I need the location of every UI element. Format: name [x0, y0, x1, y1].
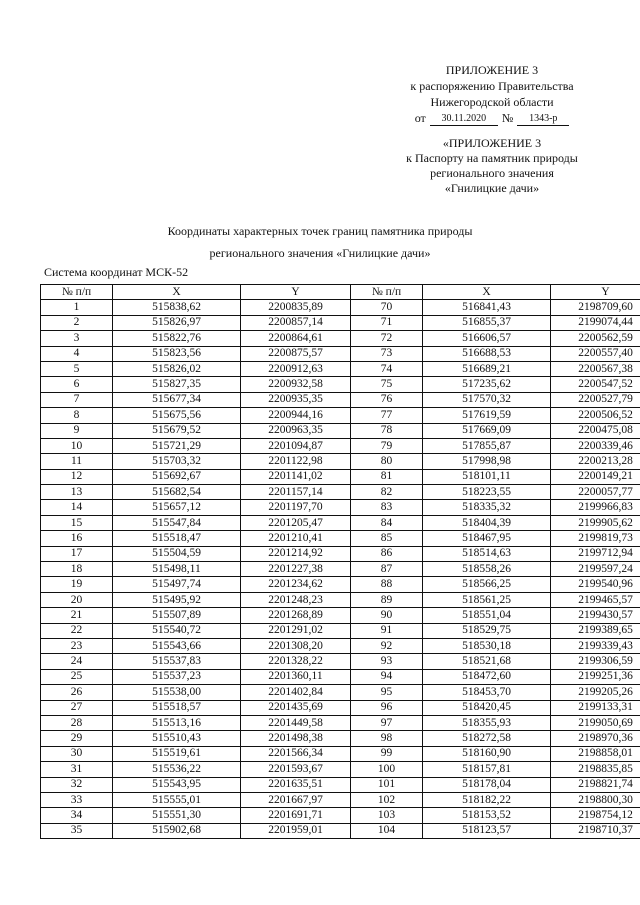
table-cell: 33: [41, 792, 113, 807]
table-cell: 515692,67: [113, 469, 241, 484]
table-row: [41, 315, 640, 330]
table-cell: 515543,95: [113, 777, 241, 792]
table-cell: 517855,87: [423, 438, 551, 453]
table-cell: 2201234,62: [241, 577, 351, 592]
table-cell: 517570,32: [423, 392, 551, 407]
table-cell: 3: [41, 331, 113, 346]
table-cell: 516855,37: [423, 315, 551, 330]
table-cell: 517998,98: [423, 454, 551, 469]
table-cell: 71: [351, 315, 423, 330]
table-cell: 515504,59: [113, 546, 241, 561]
table-row: [41, 300, 640, 315]
table-cell: 25: [41, 669, 113, 684]
table-cell: 79: [351, 438, 423, 453]
table-cell: 2200857,14: [241, 315, 351, 330]
table-cell: 2198835,85: [551, 762, 640, 777]
order-date: 30.11.2020: [430, 113, 498, 126]
table-cell: 518153,52: [423, 808, 551, 823]
table-cell: 2200835,89: [241, 300, 351, 315]
table-cell: 31: [41, 762, 113, 777]
table-cell: 2199133,31: [551, 700, 640, 715]
table-cell: 516689,21: [423, 361, 551, 376]
document-title-line-1: Координаты характерных точек границ памятника природы: [167, 224, 473, 238]
header-cell: X: [423, 285, 551, 300]
table-cell: 518467,95: [423, 531, 551, 546]
table-cell: 2201210,41: [241, 531, 351, 546]
table-cell: 2201360,11: [241, 669, 351, 684]
table-row: [41, 515, 640, 530]
table-cell: 518223,55: [423, 485, 551, 500]
table-cell: 2198754,12: [551, 808, 640, 823]
table-cell: 515540,72: [113, 623, 241, 638]
table-row: [41, 808, 640, 823]
table-cell: 516841,43: [423, 300, 551, 315]
table-cell: 15: [41, 515, 113, 530]
table-cell: 2200547,52: [551, 377, 640, 392]
table-cell: 2199819,73: [551, 531, 640, 546]
table-cell: 518123,57: [423, 823, 551, 838]
table-row: [41, 361, 640, 376]
table-cell: 23: [41, 638, 113, 653]
table-row: [41, 438, 640, 453]
table-cell: 518472,60: [423, 669, 551, 684]
table-row: [41, 715, 640, 730]
table-cell: 92: [351, 638, 423, 653]
table-cell: 95: [351, 685, 423, 700]
table-cell: 2201248,23: [241, 592, 351, 607]
table-cell: 515547,84: [113, 515, 241, 530]
table-cell: 17: [41, 546, 113, 561]
table-cell: 2200875,57: [241, 346, 351, 361]
table-cell: 70: [351, 300, 423, 315]
table-row: [41, 546, 640, 561]
table-cell: 2200567,38: [551, 361, 640, 376]
table-cell: 2198970,36: [551, 731, 640, 746]
table-cell: 35: [41, 823, 113, 838]
table-row: [41, 500, 640, 515]
table-cell: 2200506,52: [551, 408, 640, 423]
table-cell: 2198800,30: [551, 792, 640, 807]
table-cell: 6: [41, 377, 113, 392]
table-cell: 515495,92: [113, 592, 241, 607]
table-cell: 2201667,97: [241, 792, 351, 807]
table-cell: 2: [41, 315, 113, 330]
table-cell: 515826,02: [113, 361, 241, 376]
table-cell: 2199465,57: [551, 592, 640, 607]
table-cell: 516606,57: [423, 331, 551, 346]
table-cell: 2199251,36: [551, 669, 640, 684]
table-cell: 102: [351, 792, 423, 807]
table-cell: 73: [351, 346, 423, 361]
table-cell: 94: [351, 669, 423, 684]
table-cell: 76: [351, 392, 423, 407]
table-cell: 75: [351, 377, 423, 392]
table-cell: 2201691,71: [241, 808, 351, 823]
table-cell: 515679,52: [113, 423, 241, 438]
table-cell: 2201094,87: [241, 438, 351, 453]
order-number: 1343-р: [517, 113, 569, 126]
header-cell: № п/п: [41, 285, 113, 300]
table-cell: 2200963,35: [241, 423, 351, 438]
table-cell: 515827,35: [113, 377, 241, 392]
table-cell: 78: [351, 423, 423, 438]
table-cell: 2201227,38: [241, 562, 351, 577]
table-cell: 515675,56: [113, 408, 241, 423]
table-cell: 515538,00: [113, 685, 241, 700]
table-cell: 20: [41, 592, 113, 607]
table-cell: 2201635,51: [241, 777, 351, 792]
table-cell: 515822,76: [113, 331, 241, 346]
table-cell: 518160,90: [423, 746, 551, 761]
table-cell: 2198858,01: [551, 746, 640, 761]
header-cell: X: [113, 285, 241, 300]
table-cell: 2198710,37: [551, 823, 640, 838]
table-row: [41, 746, 640, 761]
table-cell: 104: [351, 823, 423, 838]
table-cell: 518453,70: [423, 685, 551, 700]
table-cell: 2200149,21: [551, 469, 640, 484]
order-date-number-line: [372, 110, 612, 126]
table-cell: 81: [351, 469, 423, 484]
table-row: [41, 762, 640, 777]
table-cell: 32: [41, 777, 113, 792]
table-cell: 515497,74: [113, 577, 241, 592]
table-cell: 93: [351, 654, 423, 669]
table-cell: 82: [351, 485, 423, 500]
order-issuer-line: к распоряжению Правительства: [410, 79, 574, 93]
table-cell: 518420,45: [423, 700, 551, 715]
table-cell: 518178,04: [423, 777, 551, 792]
table-row: [41, 377, 640, 392]
table-cell: 22: [41, 623, 113, 638]
table-cell: 518272,58: [423, 731, 551, 746]
table-cell: 2201435,69: [241, 700, 351, 715]
table-cell: 2200475,08: [551, 423, 640, 438]
table-cell: 103: [351, 808, 423, 823]
table-cell: 2201197,70: [241, 500, 351, 515]
table-cell: 515498,11: [113, 562, 241, 577]
table-cell: 11: [41, 454, 113, 469]
table-cell: 2199540,96: [551, 577, 640, 592]
table-cell: 2199306,59: [551, 654, 640, 669]
table-cell: 84: [351, 515, 423, 530]
table-cell: 13: [41, 485, 113, 500]
table-cell: 10: [41, 438, 113, 453]
table-cell: 2200339,46: [551, 438, 640, 453]
table-cell: 2200527,79: [551, 392, 640, 407]
table-cell: 34: [41, 808, 113, 823]
table-cell: 515518,47: [113, 531, 241, 546]
table-row: [41, 654, 640, 669]
table-cell: 101: [351, 777, 423, 792]
passport-annex-title: «ПРИЛОЖЕНИЕ 3: [442, 136, 542, 150]
table-cell: 518566,25: [423, 577, 551, 592]
table-cell: 21: [41, 608, 113, 623]
table-cell: 2199430,57: [551, 608, 640, 623]
table-cell: 515536,22: [113, 762, 241, 777]
order-number-label: №: [501, 111, 514, 125]
table-cell: 9: [41, 423, 113, 438]
table-cell: 8: [41, 408, 113, 423]
passport-annex-line-2: к Паспорту на памятник природы: [406, 151, 578, 165]
table-cell: 100: [351, 762, 423, 777]
coordinates-table: [40, 284, 640, 839]
table-cell: 2201122,98: [241, 454, 351, 469]
table-cell: 4: [41, 346, 113, 361]
table-row: [41, 331, 640, 346]
table-row: [41, 454, 640, 469]
table-cell: 16: [41, 531, 113, 546]
table-cell: 518529,75: [423, 623, 551, 638]
table-row: [41, 423, 640, 438]
table-cell: 2201214,92: [241, 546, 351, 561]
table-cell: 30: [41, 746, 113, 761]
table-cell: 2199712,94: [551, 546, 640, 561]
table-row: [41, 823, 640, 838]
table-cell: 518561,25: [423, 592, 551, 607]
table-cell: 90: [351, 608, 423, 623]
table-cell: 515551,30: [113, 808, 241, 823]
order-from-label: от: [414, 111, 426, 125]
table-row: [41, 669, 640, 684]
table-cell: 29: [41, 731, 113, 746]
header-cell: Y: [551, 285, 640, 300]
table-cell: 2200057,77: [551, 485, 640, 500]
table-cell: 2201566,34: [241, 746, 351, 761]
table-cell: 517669,09: [423, 423, 551, 438]
table-cell: 518182,22: [423, 792, 551, 807]
table-cell: 2200935,35: [241, 392, 351, 407]
table-cell: 2199966,83: [551, 500, 640, 515]
table-row: [41, 777, 640, 792]
table-cell: 77: [351, 408, 423, 423]
table-cell: 515513,16: [113, 715, 241, 730]
table-cell: 515537,83: [113, 654, 241, 669]
table-cell: 74: [351, 361, 423, 376]
header-cell: Y: [241, 285, 351, 300]
passport-annex-line-3: регионального значения: [430, 166, 554, 180]
table-cell: 2201959,01: [241, 823, 351, 838]
table-cell: 2201328,22: [241, 654, 351, 669]
table-row: [41, 531, 640, 546]
table-cell: 2199389,65: [551, 623, 640, 638]
table-cell: 91: [351, 623, 423, 638]
table-cell: 2199074,44: [551, 315, 640, 330]
table-cell: 518551,04: [423, 608, 551, 623]
table-cell: 89: [351, 592, 423, 607]
table-cell: 516688,53: [423, 346, 551, 361]
coordinate-system-label: Система координат МСК-52: [44, 265, 189, 279]
table-cell: 515826,97: [113, 315, 241, 330]
table-cell: 19: [41, 577, 113, 592]
table-cell: 7: [41, 392, 113, 407]
table-cell: 515902,68: [113, 823, 241, 838]
table-cell: 517619,59: [423, 408, 551, 423]
table-row: [41, 608, 640, 623]
table-cell: 515519,61: [113, 746, 241, 761]
table-cell: 18: [41, 562, 113, 577]
table-cell: 515510,43: [113, 731, 241, 746]
table-cell: 518558,26: [423, 562, 551, 577]
table-cell: 518335,32: [423, 500, 551, 515]
table-cell: 515721,29: [113, 438, 241, 453]
table-cell: 515507,89: [113, 608, 241, 623]
order-region-line: Нижегородской области: [430, 95, 554, 109]
table-cell: 518404,39: [423, 515, 551, 530]
table-cell: 2201141,02: [241, 469, 351, 484]
table-cell: 72: [351, 331, 423, 346]
table-cell: 99: [351, 746, 423, 761]
table-row: [41, 685, 640, 700]
table-cell: 1: [41, 300, 113, 315]
table-cell: 2200944,16: [241, 408, 351, 423]
table-cell: 515823,56: [113, 346, 241, 361]
table-row: [41, 346, 640, 361]
table-row: [41, 392, 640, 407]
table-cell: 2198821,74: [551, 777, 640, 792]
table-cell: 80: [351, 454, 423, 469]
table-cell: 26: [41, 685, 113, 700]
table-cell: 85: [351, 531, 423, 546]
table-row: [41, 638, 640, 653]
table-cell: 515555,01: [113, 792, 241, 807]
table-cell: 2200562,59: [551, 331, 640, 346]
table-cell: 5: [41, 361, 113, 376]
table-cell: 518355,93: [423, 715, 551, 730]
table-row: [41, 731, 640, 746]
table-cell: 517235,62: [423, 377, 551, 392]
table-cell: 2200864,61: [241, 331, 351, 346]
table-cell: 2201268,89: [241, 608, 351, 623]
table-cell: 2201593,67: [241, 762, 351, 777]
table-cell: 2199597,24: [551, 562, 640, 577]
passport-annex-header: [372, 136, 612, 196]
table-cell: 518101,11: [423, 469, 551, 484]
table-cell: 2199050,69: [551, 715, 640, 730]
table-row: [41, 792, 640, 807]
order-header: [372, 62, 612, 126]
header-cell: № п/п: [351, 285, 423, 300]
table-cell: 2201498,38: [241, 731, 351, 746]
table-cell: 2201157,14: [241, 485, 351, 500]
table-cell: 28: [41, 715, 113, 730]
table-cell: 86: [351, 546, 423, 561]
table-header-row: [41, 285, 640, 300]
table-cell: 515657,12: [113, 500, 241, 515]
table-row: [41, 700, 640, 715]
table-row: [41, 469, 640, 484]
document-title: [0, 223, 640, 261]
table-cell: 515543,66: [113, 638, 241, 653]
table-cell: 2199905,62: [551, 515, 640, 530]
table-cell: 2201291,02: [241, 623, 351, 638]
table-cell: 515518,57: [113, 700, 241, 715]
table-cell: 24: [41, 654, 113, 669]
table-cell: 2200912,63: [241, 361, 351, 376]
table-cell: 2200557,40: [551, 346, 640, 361]
table-cell: 2201205,47: [241, 515, 351, 530]
table-cell: 83: [351, 500, 423, 515]
table-row: [41, 577, 640, 592]
table-cell: 14: [41, 500, 113, 515]
table-row: [41, 485, 640, 500]
table-cell: 88: [351, 577, 423, 592]
table-cell: 515537,23: [113, 669, 241, 684]
table-cell: 96: [351, 700, 423, 715]
table-cell: 2199339,43: [551, 638, 640, 653]
table-cell: 27: [41, 700, 113, 715]
table-cell: 12: [41, 469, 113, 484]
table-cell: 2200213,28: [551, 454, 640, 469]
table-cell: 518521,68: [423, 654, 551, 669]
table-cell: 97: [351, 715, 423, 730]
table-cell: 515838,62: [113, 300, 241, 315]
table-row: [41, 592, 640, 607]
table-cell: 2201402,84: [241, 685, 351, 700]
table-cell: 98: [351, 731, 423, 746]
passport-annex-line-4: «Гнилицкие дачи»: [444, 181, 540, 195]
table-row: [41, 562, 640, 577]
document-title-line-2: регионального значения «Гнилицкие дачи»: [209, 246, 431, 260]
table-cell: 515677,34: [113, 392, 241, 407]
table-cell: 515682,54: [113, 485, 241, 500]
coordinates-table-body: [41, 300, 640, 839]
annex-title: ПРИЛОЖЕНИЕ 3: [445, 63, 539, 77]
table-row: [41, 623, 640, 638]
table-cell: 2200932,58: [241, 377, 351, 392]
table-cell: 87: [351, 562, 423, 577]
table-cell: 515703,32: [113, 454, 241, 469]
table-cell: 2201308,20: [241, 638, 351, 653]
table-cell: 518514,63: [423, 546, 551, 561]
table-cell: 2199205,26: [551, 685, 640, 700]
table-cell: 518530,18: [423, 638, 551, 653]
table-cell: 518157,81: [423, 762, 551, 777]
table-cell: 2198709,60: [551, 300, 640, 315]
table-row: [41, 408, 640, 423]
table-cell: 2201449,58: [241, 715, 351, 730]
